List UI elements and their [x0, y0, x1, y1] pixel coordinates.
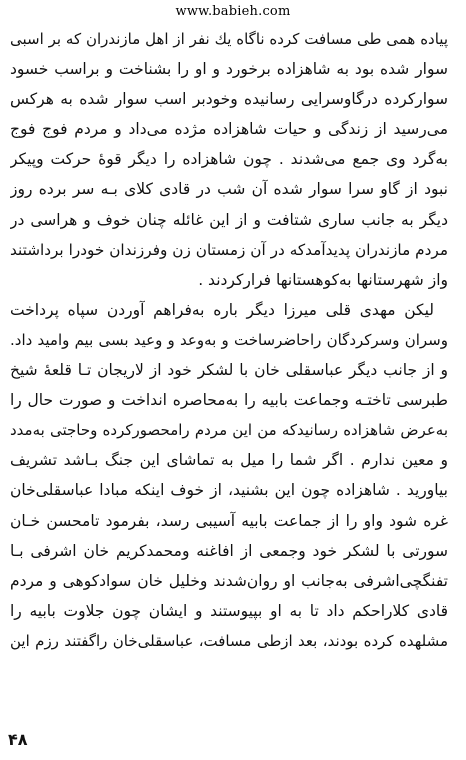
- text-line: به‌عرض شاهزاده رسانیدکه من این مردم رامحصورکرده وحاجتی به‌مدد: [10, 421, 448, 440]
- text-line: لیکن مهدی قلی میرزا دیگر باره به‌فراهم آوردن سپاه پرداخت: [10, 300, 434, 319]
- text-line: و معین ندارم . اگر شما را میل به تماشای این جنگ بـاشد تشریف: [10, 451, 448, 470]
- text-line: دیگر به جانب ساری شتافت و از این غائله چنان خوف و هراسی در: [10, 210, 448, 229]
- text-line: می‌رسید از زندگی و حیات شاهزاده مژده می‌داد و مردم فوج فوج: [10, 120, 448, 139]
- text-line: واز شهرستانها به‌کوهستانها فرارکردند .: [198, 270, 448, 289]
- site-url-header: www.babieh.com: [175, 4, 291, 19]
- paragraph-1: [10, 24, 448, 295]
- text-line: بیاورید . شاهزاده چون این بشنید، از خوف اینکه مبادا عباسقلی‌خان: [10, 481, 448, 500]
- text-line: نبود از گاو سرا سوار شده آن شب در قادی کلای بـه سر برده روز: [10, 180, 448, 199]
- text-line: پیاده همی طی مسافت کرده ناگاه یك نفر از اهل مازندران که بر اسبی: [10, 30, 448, 48]
- paragraph-2: [10, 295, 448, 656]
- text-line: قادی کلاراحکم داد تا به او بپیوستند و ایشان چون جلاوت بابیه را: [10, 601, 448, 620]
- body-text: [10, 24, 448, 656]
- text-line: مردم مازندران پدیدآمدکه در آن زمستان زن وفرزندان خودرا برداشتند: [10, 240, 448, 259]
- text-line: به‌گرد وی جمع می‌شدند . چون شاهزاده را دیگر قوهٔ حرکت وپیکر: [10, 150, 448, 169]
- text-line: طبرسی تاختـه وجماعت بابیه را به‌محاصره انداخت و صورت حال را: [10, 391, 448, 410]
- text-line: سوار شده بود به شاهزاده برخورد و او را بشناخت و براسب خسود: [10, 60, 448, 79]
- text-line: مشلهده کرده بودند، بعد ازطی مسافت، عباسقلی‌خان راگفتند رزم این: [10, 631, 448, 650]
- text-line: تفنگچی‌اشرفی به‌جانب او روان‌شدند وخلیل خان سوادکوهی و مردم: [10, 571, 448, 590]
- text-line: وسران وسرکردگان راحاضرساخت و به‌وعد و وعید بسی بیم وامید داد.: [10, 330, 448, 349]
- page-number: ۴۸: [8, 730, 28, 749]
- text-line: سورتی با لشکر خود وجمعی از افاغنه ومحمدکریم خان اشرفی بـا: [10, 541, 448, 560]
- text-line: سوارکرده درگاوسرایی رسانیده وخودبر اسب سوار شده به هرکس: [10, 90, 448, 109]
- text-line: و از جانب دیگر عباسقلی خان با لشکر خود از لاریجان تـا قلعهٔ شیخ: [10, 361, 448, 380]
- text-line: غره شود واو را از جماعت بابیه آسیبی رسد، بفرمود تامحسن خـان: [10, 511, 448, 530]
